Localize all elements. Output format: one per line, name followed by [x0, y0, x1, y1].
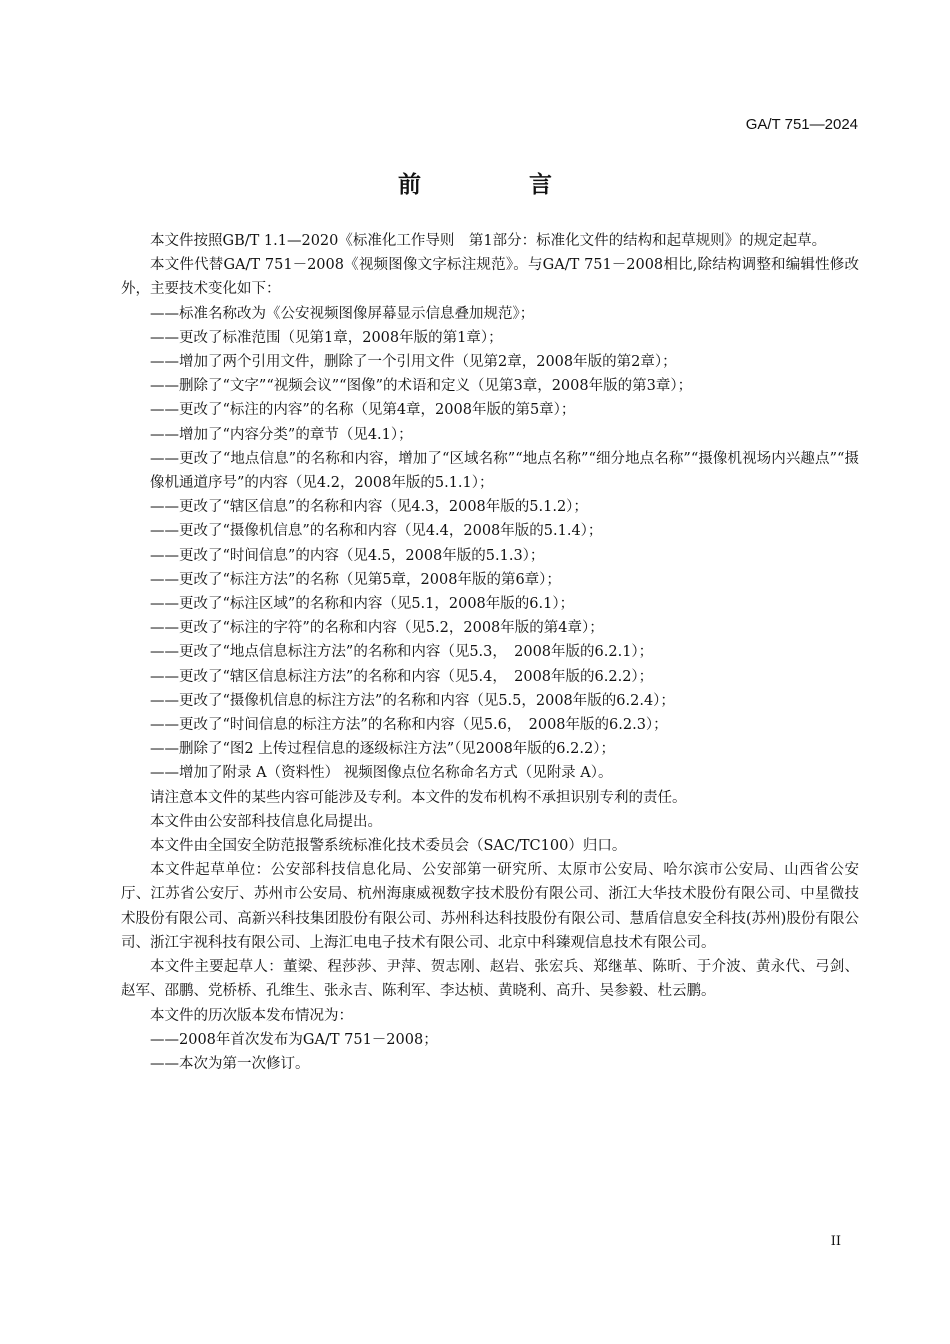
change-list [121, 302, 859, 786]
foreword-body [121, 229, 859, 1076]
list-item: ——更改了标准范围（见第1章，2008年版的第1章）； [150, 329, 503, 346]
proposer-statement: 本文件由公安部科技信息化局提出。 [150, 813, 382, 830]
list-item: ——更改了“辖区信息”的名称和内容（见4.3，2008年版的5.1.2）； [150, 499, 588, 516]
history-intro: 本文件的历次版本发布情况为： [150, 1007, 353, 1024]
list-item: ——增加了附录 A（资料性） 视频图像点位名称命名方式（见附录 A）。 [150, 765, 613, 782]
list-item: ——增加了“内容分类”的章节（见4.1）； [150, 426, 413, 443]
list-item: ——更改了“时间信息”的内容（见4.5，2008年版的5.1.3）； [150, 547, 545, 564]
list-item: ——标准名称改为《公安视频图像屏幕显示信息叠加规范》； [150, 305, 535, 322]
drafting-organizations: 本文件起草单位：公安部科技信息化局、公安部第一研究所、太原市公安局、哈尔滨市公安局、山西省公安厅、江苏省公安厅、苏州市公安局、杭州海康威视数字技术股份有限公司、浙江大华技术股份有限公司、中星微技术股份有限公司、高新兴科技集团股份有限公司、苏州科达科技股份有限公司、慧盾信息安全科技(苏州)股份有限公司、浙江宇视科技有限公司、上海汇电电子技术有限公司、北京中科臻观信息技术有限公司。 [121, 862, 859, 951]
list-item: ——更改了“摄像机信息的标注方法”的名称和内容（见5.5，2008年版的6.2.4）； [150, 692, 675, 709]
list-item: ——更改了“辖区信息标注方法”的名称和内容（见5.4， 2008年版的6.2.2）； [150, 668, 654, 685]
list-item: ——更改了“标注的内容”的名称（见第4章，2008年版的第5章）； [150, 402, 576, 419]
patent-notice: 请注意本文件的某些内容可能涉及专利。本文件的发布机构不承担识别专利的责任。 [150, 789, 687, 806]
page-title: 前 言 [397, 172, 602, 198]
list-item: ——更改了“地点信息”的名称和内容，增加了“区域名称”“地点名称”“细分地点名称”“摄像机视场内兴趣点”“摄像机通道序号”的内容（见4.2，2008年版的5.1.1）； [150, 450, 859, 492]
page-number: II [830, 1234, 841, 1249]
list-item: ——更改了“标注的字符”的名称和内容（见5.2，2008年版的第4章）； [150, 620, 604, 637]
list-item: ——删除了“文字”“视频会议”“图像”的术语和定义（见第3章，2008年版的第3章）； [150, 378, 693, 395]
intro-paragraph: 本文件按照GB/T 1.1—2020《标准化工作导则 第1部分：标准化文件的结构和起草规则》的规定起草。 [150, 233, 827, 249]
document-code: GA/T 751—2024 [745, 116, 858, 133]
list-item: ——更改了“地点信息标注方法”的名称和内容（见5.3， 2008年版的6.2.1）； [150, 644, 654, 661]
list-item: ——更改了“标注区域”的名称和内容（见5.1，2008年版的6.1）； [150, 596, 575, 613]
history-list [121, 1028, 859, 1076]
list-item: ——更改了“摄像机信息”的名称和内容（见4.4，2008年版的5.1.4）； [150, 523, 603, 540]
list-item: ——本次为第一次修订。 [150, 1055, 310, 1072]
committee-statement: 本文件由全国安全防范报警系统标准化技术委员会（SAC/TC100）归口。 [150, 838, 627, 855]
intro-paragraph: 本文件代替GA/T 751－2008《视频图像文字标注规范》。与GA/T 751－2008相比,除结构调整和编辑性修改外，主要技术变化如下： [121, 257, 859, 298]
list-item: ——更改了“标注方法”的名称（见第5章，2008年版的第6章）； [150, 571, 561, 588]
list-item: ——更改了“时间信息的标注方法”的名称和内容（见5.6， 2008年版的6.2.3）； [150, 717, 668, 734]
list-item: ——2008年首次发布为GA/T 751－2008； [150, 1031, 438, 1048]
drafters: 本文件主要起草人：董梁、程莎莎、尹萍、贺志刚、赵岩、张宏兵、郑继革、陈昕、于介波、黄永代、弓剑、赵军、邵鹏、党桥桥、孔维生、张永吉、陈利军、李达桢、黄晓利、高升、吴参毅、杜云鹏。 [121, 959, 859, 1000]
list-item: ——增加了两个引用文件，删除了一个引用文件（见第2章，2008年版的第2章）； [150, 354, 677, 371]
list-item: ——删除了“图2 上传过程信息的逐级标注方法”（见2008年版的6.2.2）； [150, 741, 615, 758]
